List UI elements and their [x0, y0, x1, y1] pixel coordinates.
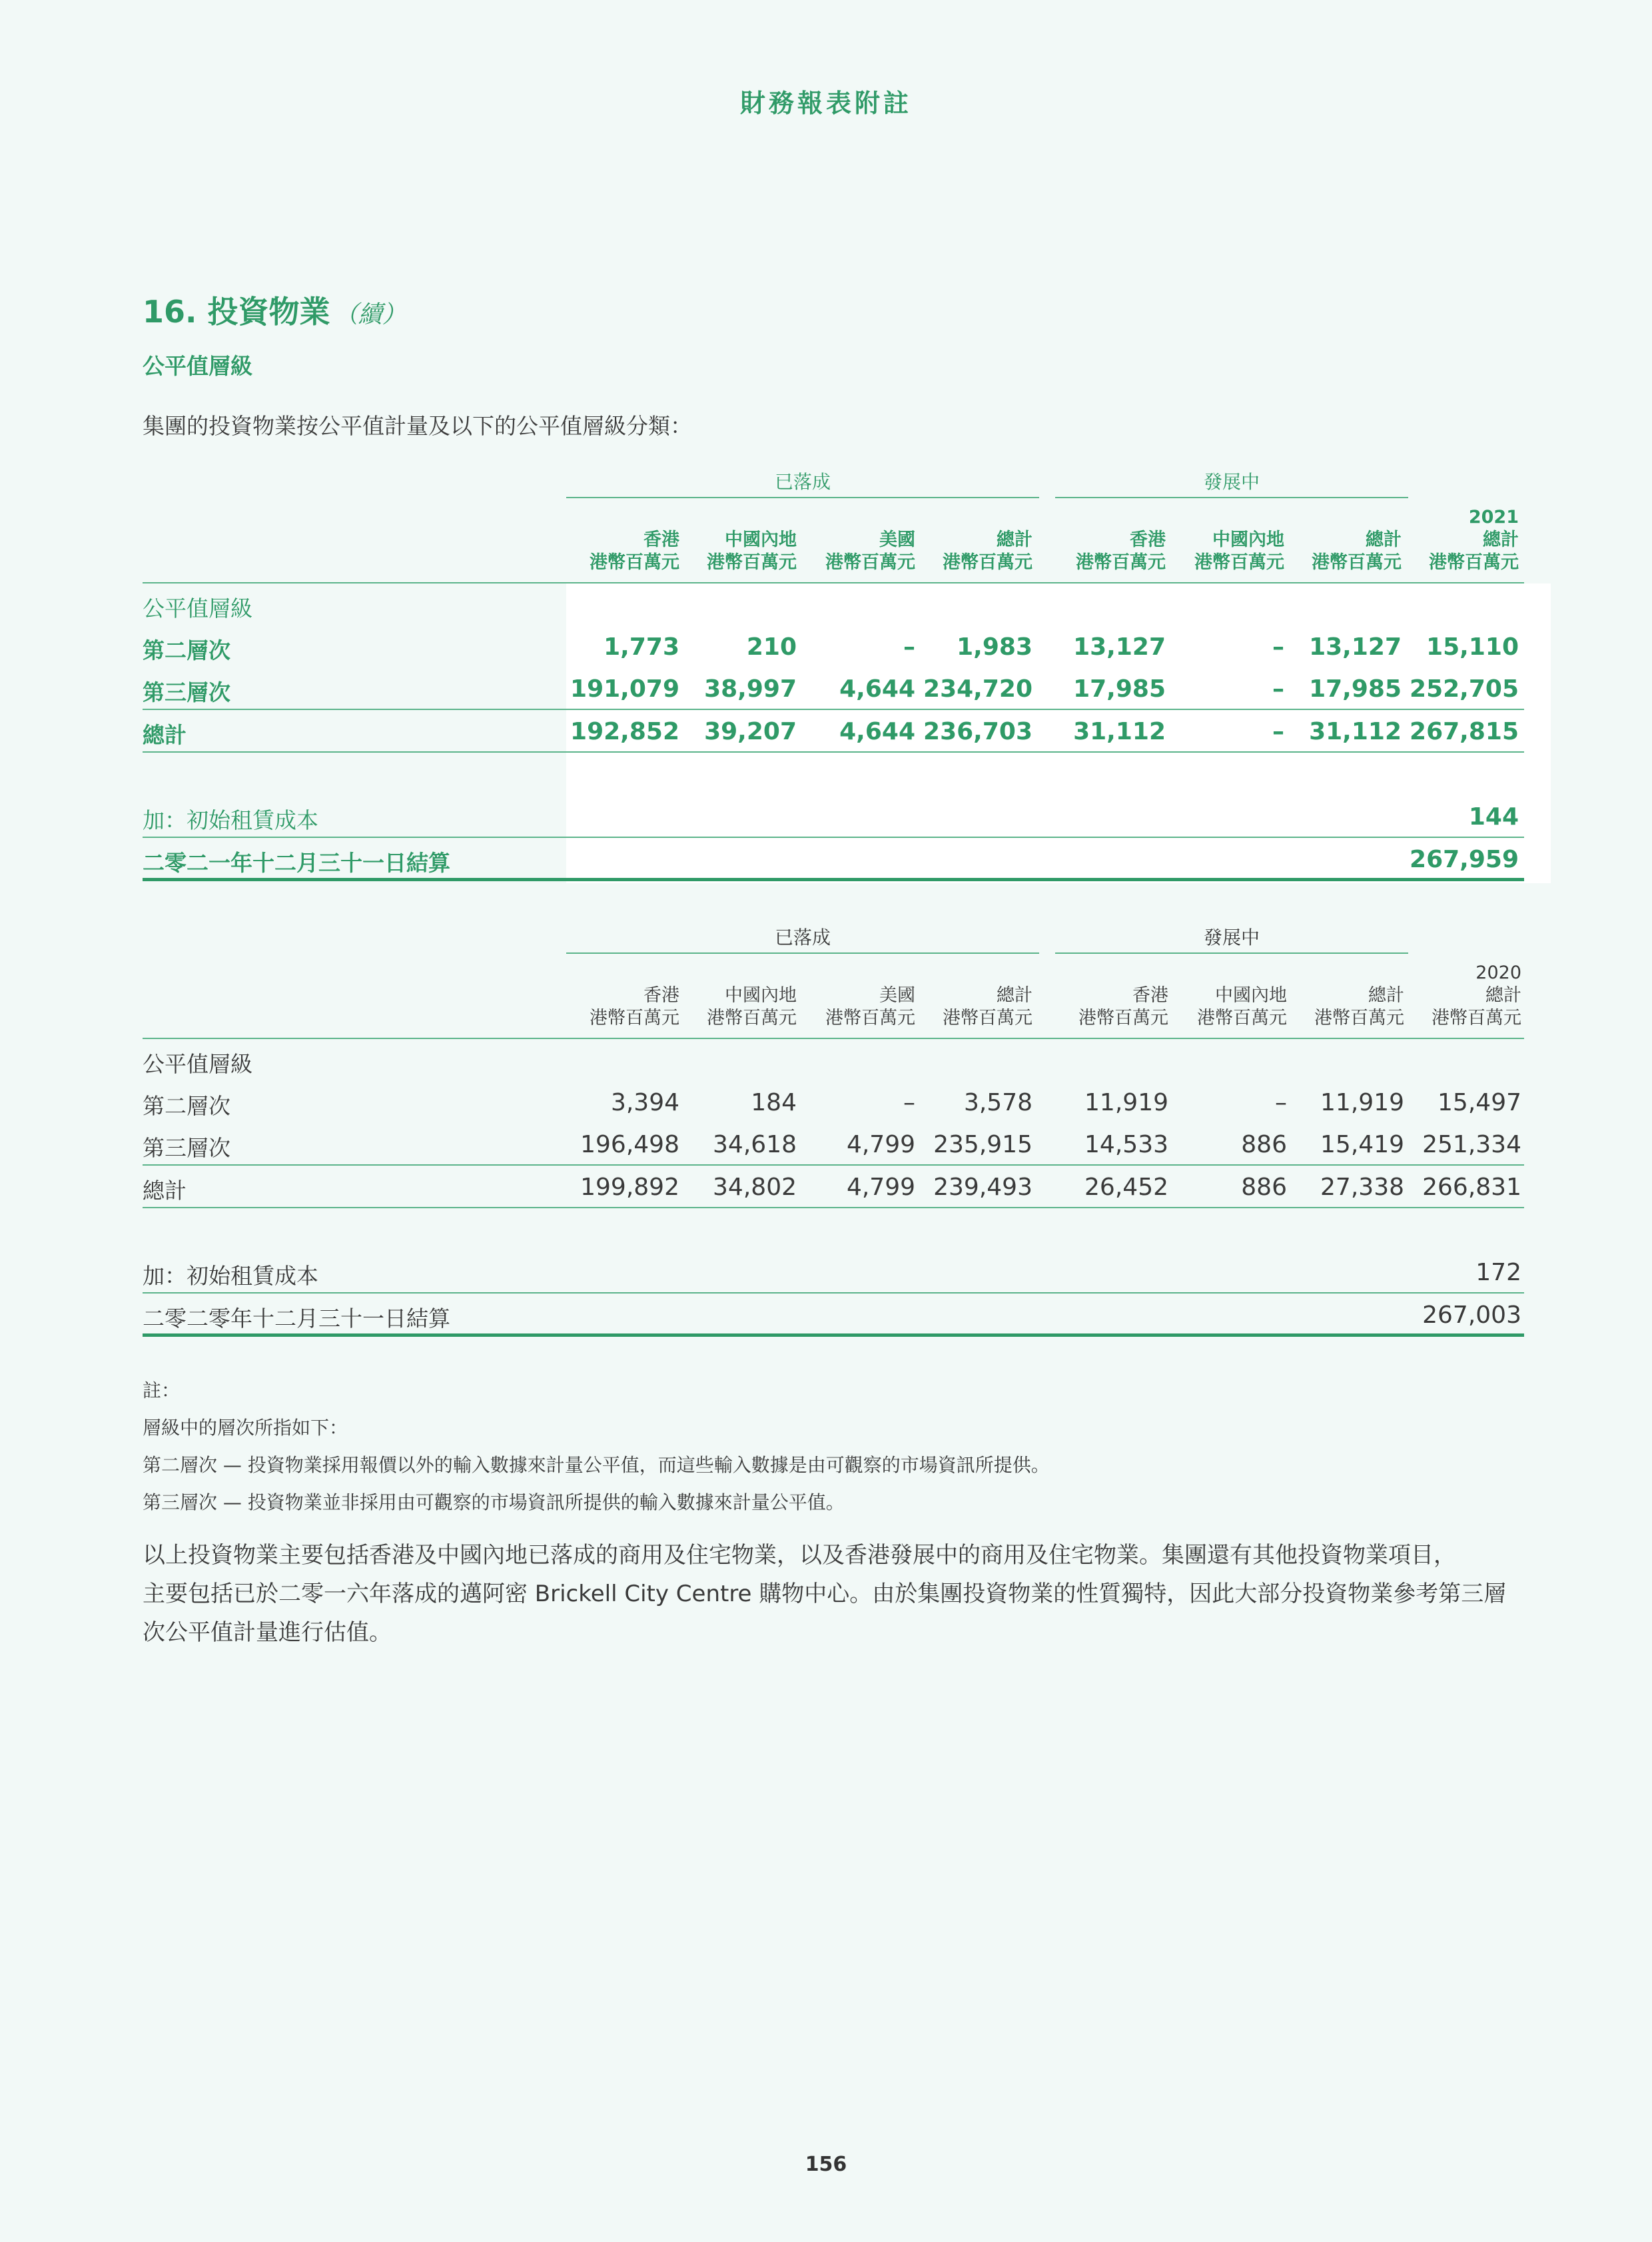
cell: 17,985: [1309, 675, 1402, 703]
column-name: 香港: [643, 530, 679, 550]
cell: 15,110: [1426, 633, 1519, 661]
column-name: 中國內地: [1215, 985, 1287, 1006]
column-unit: 港幣百萬元: [1314, 1008, 1404, 1028]
column-name: 中國內地: [725, 985, 797, 1006]
column-header: [1052, 529, 1166, 574]
table-row: [143, 1123, 1524, 1165]
cell: –: [903, 633, 915, 661]
table-row: [143, 667, 1524, 709]
table-rule: [143, 751, 1524, 753]
page-number: 156: [805, 2153, 847, 2176]
header-title: 財務報表附註: [739, 89, 912, 118]
row-label: 第二層次: [143, 1093, 230, 1119]
cell: 235,915: [933, 1131, 1032, 1158]
paragraph-line: 主要包括已於二零一六年落成的邁阿密 Brickell City Centre 購物中心。由於集團投資物業的性質獨特，因此大部分投資物業參考第三層: [143, 1581, 1507, 1607]
section-title-text: 16. 投資物業: [143, 294, 330, 330]
cell: 191,079: [570, 675, 679, 703]
cell: 4,799: [846, 1174, 915, 1201]
column-header: [1171, 529, 1284, 574]
cell: 267,959: [1410, 846, 1519, 873]
cell: 11,919: [1084, 1089, 1168, 1116]
column-header: [802, 984, 915, 1030]
column-unit: 港幣百萬元: [943, 552, 1032, 573]
cell: –: [1272, 718, 1284, 745]
cell: –: [1272, 633, 1284, 661]
fair-value-table-2020: [143, 915, 1524, 1339]
cell: 236,703: [923, 718, 1032, 745]
column-unit: 港幣百萬元: [1197, 1008, 1287, 1028]
table-row: [143, 1166, 1524, 1208]
cell: 3,394: [610, 1089, 679, 1116]
cell: 266,831: [1422, 1174, 1521, 1201]
row-label: 第三層次: [143, 679, 230, 705]
notes-line: 第三層次 — 投資物業並非採用由可觀察的市場資訊所提供的輸入數據來計量公平值。: [143, 1491, 845, 1513]
column-unit: 港幣百萬元: [1429, 552, 1519, 573]
cell: –: [903, 1089, 915, 1116]
row-label: 公平值層級: [143, 1051, 252, 1077]
column-unit: 港幣百萬元: [1194, 552, 1284, 573]
paragraph-line: 次公平值計量進行估值。: [143, 1619, 392, 1646]
column-name: 中國內地: [1212, 530, 1284, 550]
cell: 196,498: [580, 1131, 679, 1158]
column-header: [1288, 529, 1402, 574]
table-row: [143, 1081, 1524, 1123]
cell: 239,493: [933, 1174, 1032, 1201]
column-name: 香港: [643, 985, 679, 1006]
cell: 15,497: [1438, 1089, 1521, 1116]
cell: 4,799: [846, 1131, 915, 1158]
cell: 31,112: [1309, 718, 1402, 745]
table-row: [143, 1294, 1524, 1335]
column-name: 美國: [879, 530, 915, 550]
cell: –: [1275, 1089, 1287, 1116]
column-header: [1291, 984, 1404, 1030]
row-label: 公平值層級: [143, 595, 252, 621]
section-title-cont: （續）: [334, 301, 406, 328]
column-unit: 港幣百萬元: [1076, 552, 1166, 573]
cell: 11,919: [1320, 1089, 1404, 1116]
column-unit: 港幣百萬元: [1312, 552, 1402, 573]
group-label-developing: 發展中: [1203, 927, 1260, 948]
cell: 4,644: [839, 675, 915, 703]
table-rule-thick: [143, 1333, 1524, 1337]
column-header: [1174, 984, 1287, 1030]
cell: 3,578: [963, 1089, 1032, 1116]
cell: 234,720: [923, 675, 1032, 703]
column-name: 中國內地: [725, 530, 797, 550]
cell: 38,997: [704, 675, 797, 703]
group-line-developing: [1055, 952, 1408, 954]
cell: 34,802: [713, 1174, 797, 1201]
column-header: [683, 984, 797, 1030]
table-row: [143, 710, 1524, 752]
column-unit: 港幣百萬元: [707, 1008, 797, 1028]
row-label: 總計: [143, 722, 187, 748]
table-rule: [143, 1207, 1524, 1208]
column-unit: 港幣百萬元: [943, 1008, 1032, 1028]
column-name: 總計: [997, 530, 1032, 550]
table-row: [143, 583, 1524, 625]
cell: 14,533: [1084, 1131, 1168, 1158]
cell: 13,127: [1073, 633, 1166, 661]
column-header: [919, 984, 1032, 1030]
cell: 15,419: [1320, 1131, 1404, 1158]
column-name: 總計: [1483, 530, 1519, 550]
row-label: 總計: [143, 1178, 187, 1204]
cell: 144: [1468, 803, 1519, 831]
column-header: [802, 529, 915, 574]
cell: 1,773: [604, 633, 679, 661]
fair-value-table-2021: [143, 460, 1524, 883]
cell: 1,983: [957, 633, 1032, 661]
column-unit: 港幣百萬元: [707, 552, 797, 573]
column-unit: 港幣百萬元: [825, 552, 915, 573]
table-rule-thick: [143, 878, 1524, 881]
column-name: 總計: [1485, 985, 1521, 1006]
column-header: [919, 529, 1032, 574]
column-name: 香港: [1132, 985, 1168, 1006]
group-line-developing: [1055, 497, 1408, 498]
cell: 17,985: [1073, 675, 1166, 703]
column-unit: 港幣百萬元: [1078, 1008, 1168, 1028]
cell: 39,207: [704, 718, 797, 745]
row-label: 加：初始租賃成本: [143, 807, 318, 833]
row-label: 二零二零年十二月三十一日結算: [143, 1306, 450, 1331]
cell: 34,618: [713, 1131, 797, 1158]
notes-line: 第二層次 — 投資物業採用報價以外的輸入數據來計量公平值，而這些輸入數據是由可觀察的市場資訊所提供。: [143, 1454, 1050, 1476]
row-label: 第三層次: [143, 1135, 230, 1161]
body-paragraph: [143, 1536, 1525, 1652]
notes-line: 層級中的層次所指如下：: [143, 1417, 348, 1439]
cell: 252,705: [1410, 675, 1519, 703]
column-name: 香港: [1130, 530, 1166, 550]
column-year: 2021: [1468, 507, 1519, 528]
intro-text: 集團的投資物業按公平值計量及以下的公平值層級分類：: [143, 413, 692, 439]
cell: 886: [1241, 1131, 1287, 1158]
cell: 31,112: [1073, 718, 1166, 745]
group-label-developing: 發展中: [1203, 471, 1260, 493]
cell: 184: [751, 1089, 797, 1116]
table-row: [143, 795, 1524, 837]
cell: –: [1272, 675, 1284, 703]
column-unit: 港幣百萬元: [825, 1008, 915, 1028]
row-label: 第二層次: [143, 637, 230, 663]
column-unit: 港幣百萬元: [590, 1008, 679, 1028]
column-unit: 港幣百萬元: [1432, 1008, 1521, 1028]
column-year: 2020: [1475, 962, 1521, 983]
table-row: [143, 1039, 1524, 1081]
row-label: 加：初始租賃成本: [143, 1263, 318, 1289]
column-header: [1055, 984, 1168, 1030]
group-label-completed: 已落成: [774, 471, 831, 493]
column-header: [1406, 506, 1519, 574]
table-row: [143, 625, 1524, 667]
column-name: 總計: [1368, 985, 1404, 1006]
cell: 26,452: [1084, 1174, 1168, 1201]
group-line-completed: [566, 497, 1039, 498]
cell: 210: [746, 633, 797, 661]
cell: 4,644: [839, 718, 915, 745]
paragraph-line: 以上投資物業主要包括香港及中國內地已落成的商用及住宅物業，以及香港發展中的商用及住宅物業。集團還有其他投資物業項目，: [143, 1542, 1456, 1569]
cell: 172: [1475, 1259, 1521, 1286]
column-header: [683, 529, 797, 574]
cell: 267,003: [1422, 1302, 1521, 1329]
column-name: 美國: [879, 985, 915, 1006]
cell: 886: [1241, 1174, 1287, 1201]
section-title: [143, 288, 406, 332]
cell: 13,127: [1309, 633, 1402, 661]
column-name: 總計: [997, 985, 1032, 1006]
subsection-title: 公平值層級: [143, 353, 252, 379]
cell: 199,892: [580, 1174, 679, 1201]
column-header: [1408, 962, 1521, 1030]
notes: [143, 1372, 1050, 1521]
column-name: 總計: [1366, 530, 1402, 550]
column-header: [566, 529, 679, 574]
table-row: [143, 1251, 1524, 1293]
cell: 192,852: [570, 718, 679, 745]
cell: 251,334: [1422, 1131, 1521, 1158]
cell: 267,815: [1410, 718, 1519, 745]
group-line-completed: [566, 952, 1039, 954]
notes-heading: 註：: [143, 1379, 181, 1401]
column-unit: 港幣百萬元: [590, 552, 679, 573]
row-label: 二零二一年十二月三十一日結算: [143, 850, 450, 876]
table-row: [143, 838, 1524, 880]
cell: 27,338: [1320, 1174, 1404, 1201]
column-header: [566, 984, 679, 1030]
group-label-completed: 已落成: [774, 927, 831, 948]
